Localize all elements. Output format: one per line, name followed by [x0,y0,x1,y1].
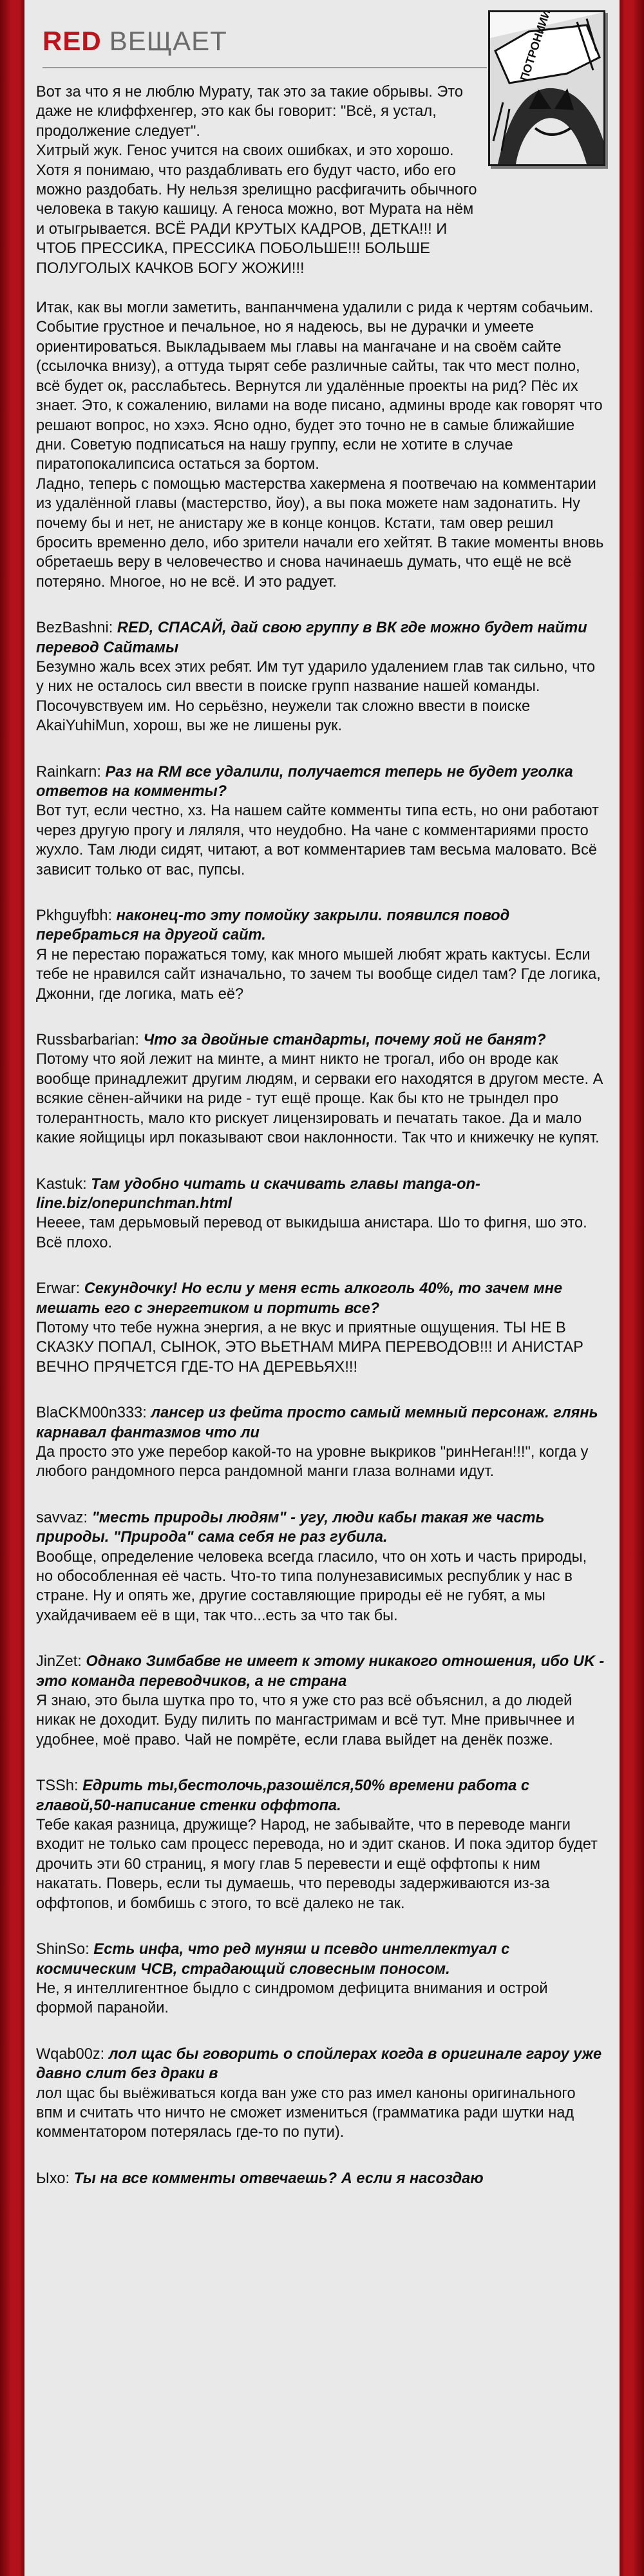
comment-block [36,1403,605,1482]
comment-author: Ыхо: [36,2170,70,2187]
comment-block [36,1776,605,1913]
comment-block [36,1279,605,1377]
comment-question: Там удобно читать и скачивать главы manga-on-line.biz/onepunchman.html [36,1175,480,1212]
comment-answer: Вообще, определение человека всегда гласило, что он хоть и часть природы, но обособленная её часть. Что-то типа полунезависимых республик у нас в стране. Ну и опять же, другие составляющие природы её не губят, а мы ухайдачиваем её в щи, так что...есть за что так бы. [36,1548,587,1624]
comment-block [36,2045,605,2143]
comment-answer: Потому что тебе нужна энергия, а не вкус и приятные ощущения. ТЫ НЕ В СКАЗКУ ПОПАЛ, СЫНОК, ЭТО ВЬЕТНАМ МИРА ПЕРЕВОДОВ!!! И АНИСТАР ВЕЧНО ПРЯЧЕТСЯ ГДЕ-ТО НА ДЕРЕВЬЯХ!!! [36,1319,583,1376]
comment-question: Ты на все комменты отвечаешь? А если я насоздаю [73,2170,484,2187]
comment-question: Раз на RM все удалили, получается теперь не будет уголка ответов на комменты? [36,763,573,800]
comment-question: лол щас бы говорить о спойлерах когда в оригинале гароу уже давно слит без драки в [36,2045,602,2083]
comment-block [36,1175,605,1253]
brand-title: ВЕЩАЕТ [109,26,227,56]
comment-answer: Нееее, там дерьмовый перевод от выкидыша анистара. Шо то фигня, шо это. Всё плохо. [36,1215,587,1251]
post-body [36,82,605,2188]
comment-question: наконец-то эту помойку закрыли. появился повод перебраться на другой сайт. [36,907,510,944]
intro-paragraph: Хитрый жук. Генос учится на своих ошибках, и это хорошо. Хотя я понимаю, что раздабливать его будут часто, ибо его можно раздобать. Ну нельзя зрелищно расфигачить обычного человека в такую кашицу. А геноса можно, вот Мурата на нём и отыгрывается. ВСЁ РАДИ КРУТЫХ КАДРОВ, ДЕТКА!!! И ЧТОБ ПРЕССИКА, ПРЕССИКА ПОБОЛЬШЕ!!! БОЛЬШЕ ПОЛУГОЛЫХ КАЧКОВ БОГУ ЖОЖИ!!! [36,142,477,277]
comment-block [36,1508,605,1625]
comment-author: TSSh: [36,1777,79,1795]
content-panel [24,0,620,2576]
comment-block [36,618,605,735]
comment-question: лансер из фейта просто самый мемный персонаж. глянь карнавал фантазмов что ли [36,1405,598,1441]
comment-answer: Да просто это уже перебор какой-то на уровне выкриков "ринНеган!!!", когда у любого рандомного перса рандомной манги глаза волнами идут. [36,1443,589,1481]
manga-avatar-icon [490,12,603,164]
comment-question: Секундочку! Но если у меня есть алкоголь 40%, то зачем мне мешать его с энергетиком и портить все? [36,1280,563,1317]
site-header [43,26,227,64]
comment-question: RED, СПАСАЙ, дай свою группу в ВК где можно будет найти перевод Сайтамы [36,620,587,656]
comment-question: Едрить ты,бестолочь,разошёлся,50% времени работа с главой,50-написание стенки оффтопа. [36,1777,530,1814]
comment-block [36,1652,605,1750]
intro-paragraph: Вот за что я не люблю Мурату, так это за такие обрывы. Это даже не клиффхенгер, это как бы говорит: "Всё, я устал, продолжение следует". [36,84,464,140]
comment-question: Есть инфа, что ред муняш и псевдо интеллектуал с космическим ЧСВ, страдающий словесным поносом. [36,1941,510,1978]
comment-answer: лол щас бы выёживаться когда ван уже сто раз имел каноны оригинального впм и считать что ничто не сможет измениться (грамматика ради шутки над комментатором потерялась где-то по пути). [36,2085,576,2141]
comment-author: Erwar: [36,1280,80,1298]
comment-question: Однако Зимбабве не имеет к этому никакого отношения, ибо UK - это команда переводчиков, а не страна [36,1653,605,1690]
intro-paragraph: Ладно, теперь с помощью мастерства хакермена я поотвечаю на комментарии из удалённой главы (мастерство, йоу), а вы пока можете нам задонатить. Ну почему бы и нет, не анистару же в конце концов. Кстати, там овер решил бросить временно дело, ибо зрители начали его хейтят. В такие моменты вновь обретаешь веру в человечество и снова начинаешь думать, что ещё не всё потеряно. Многое, но не всё. И это радует. [36,475,604,591]
comment-block [36,1940,605,2018]
avatar [488,10,605,166]
comment-answer: Безумно жаль всех этих ребят. Им тут ударило удалением глав так сильно, что у них не осталось сил ввести в поиске групп название нашей команды. Посочувствуем им. Но серьёзно, неужели так сложно ввести в поиске AkaiYuhiMun, хорош, вы же не лишены рук. [36,658,596,735]
comment-answer: Я знаю, это была шутка про то, что я уже сто раз всё объяснил, а до людей никак не доходит. Буду пилить по мангастримам и всё тут. Мне привычнее и удобнее, моё право. Чай не помрёте, если глава выйдет на денёк позже. [36,1692,575,1748]
comment-author: Pkhguyfbh: [36,907,113,925]
comment-author: ShinSo: [36,1941,90,1958]
svg-text:ПОТРОНИИИ!: ПОТРОНИИИ! [517,12,554,83]
comment-author: BezBashni: [36,620,113,637]
comment-question: Что за двойные стандарты, почему яой не банят? [143,1032,546,1049]
comment-block [36,906,605,1004]
comment-author: Rainkarn: [36,763,101,781]
comment-answer: Тебе какая разница, дружище? Народ, не забывайте, что в переводе манги входит не только сам процесс перевода, но и эдит сканов. И пока эдитор будет дрочить эти 60 страниц, я могу глав 5 перевести и ещё оффтопы к ним накатать. Поверь, если ты думаешь, что переводы задерживаются из-за оффтопов, и бомбишь с этого, то всё далеко не так. [36,1817,598,1912]
comment-author: BlaCKM00n333: [36,1405,147,1422]
comment-block [36,2169,605,2188]
comment-block [36,762,605,880]
intro-paragraph: Итак, как вы могли заметить, ванпанчмена удалили с рида к чертям собачьим. Событие грустное и печальное, но я надеюсь, вы не дурачки и умеете ориентироваться. Выкладываем мы главы на мангачане и на своём сайте (ссылочка внизу), а оттуда тырят себе различные сайты, так что мест полно, всё будет ок, расслабьтесь. Вернутся ли удалённые проекты на рид? Пёс их знает. Это, к сожалению, вилами на воде писано, админы вроде как говорят что решают вопрос, но хэхэ. Ясно одно, будет это точно не в самые ближайшие дни. Советую подписаться на нашу группу, если не хотите в случае пиратопокалипсиса остаться за бортом. [36,299,603,473]
comment-answer: Я не перестаю поражаться тому, как много мышей любят жрать кактусы. Если тебе не нравился сайт изначально, то зачем ты вообще сидел там? Где логика, Джонни, где логика, мать её? [36,946,601,1003]
comment-author: savvaz: [36,1509,88,1526]
comment-block [36,1030,605,1148]
comment-answer: Вот тут, если честно, хз. На нашем сайте комменты типа есть, но они работают через другую прогу и ляляля, что неудобно. На чане с комментариями просто жухло. Там люди сидят, читают, а вот комментариев там весьма маловато. Всё зависит только от вас, пупсы. [36,802,599,878]
comment-answer: Потому что яой лежит на минте, а минт никто не трогал, ибо он вроде как вообще принадлежит другим людям, и серваки его находятся в другом месте. А всякие сёнен-айчики на риде - тут ещё проще. Как бы кто не трындел про толерантность, мало кто рискует лицензировать и печатать такое. Да и мало какие яойщицы ирл показывают свои наклонности. Так что и книжечку не купят. [36,1051,603,1147]
comment-author: JinZet: [36,1653,82,1671]
comment-answer: Не, я интеллигентное быдло с синдромом дефицита внимания и острой формой паранойи. [36,1980,548,2017]
brand-red: RED [43,26,102,56]
comment-author: Wqab00z: [36,2045,105,2063]
comment-author: Kastuk: [36,1175,87,1193]
comment-question: "месть природы людям" - угу, люди кабы такая же часть природы. "Природа" сама себя не раз губила. [36,1509,545,1546]
comment-author: Russbarbarian: [36,1032,139,1049]
header-divider [43,67,487,68]
